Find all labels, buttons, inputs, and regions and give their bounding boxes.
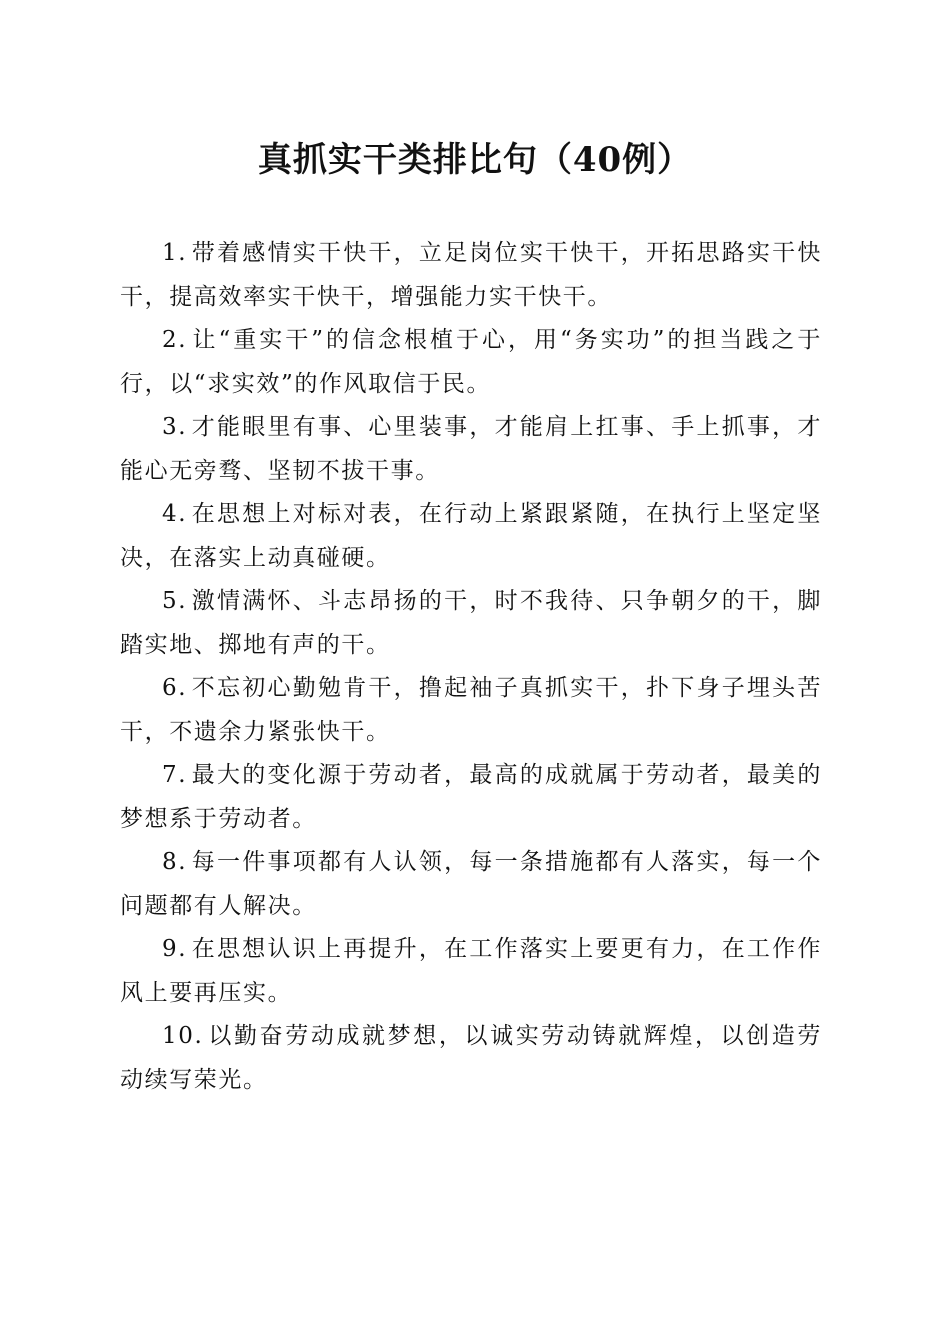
item-text: 带着感情实干快干，立足岗位实干快干，开拓思路实干快干，提高效率实干快干，增强能力实干快干。 xyxy=(120,240,822,310)
item-text: 让“重实干”的信念根植于心，用“务实功”的担当践之于行，以“求实效”的作风取信于民。 xyxy=(120,327,822,397)
item-number: 6. xyxy=(162,675,188,701)
item-number: 5. xyxy=(162,588,188,614)
item-number: 4. xyxy=(162,501,188,527)
item-number: 3. xyxy=(162,414,188,440)
item-text: 以勤奋劳动成就梦想，以诚实劳动铸就辉煌，以创造劳动续写荣光。 xyxy=(120,1023,822,1093)
list-item-1 xyxy=(120,232,822,319)
item-text: 激情满怀、斗志昂扬的干，时不我待、只争朝夕的干，脚踏实地、掷地有声的干。 xyxy=(120,588,822,658)
list-item-9 xyxy=(120,928,822,1015)
list-item-7 xyxy=(120,754,822,841)
item-number: 9. xyxy=(162,936,188,962)
item-number: 8. xyxy=(162,849,188,875)
list-item-4 xyxy=(120,493,822,580)
item-text: 才能眼里有事、心里装事，才能肩上扛事、手上抓事，才能心无旁骛、坚韧不拔干事。 xyxy=(120,414,822,484)
list-item-2 xyxy=(120,319,822,406)
item-number: 1. xyxy=(162,240,188,266)
list-item-10 xyxy=(120,1015,822,1102)
item-number: 10. xyxy=(162,1023,204,1049)
item-text: 每一件事项都有人认领，每一条措施都有人落实，每一个问题都有人解决。 xyxy=(120,849,822,919)
list-item-6 xyxy=(120,667,822,754)
item-number: 7. xyxy=(162,762,188,788)
item-text: 最大的变化源于劳动者，最高的成就属于劳动者，最美的梦想系于劳动者。 xyxy=(120,762,822,832)
item-text: 在思想上对标对表，在行动上紧跟紧随，在执行上坚定坚决，在落实上动真碰硬。 xyxy=(120,501,822,571)
item-number: 2. xyxy=(162,327,188,353)
list-item-8 xyxy=(120,841,822,928)
document-title: 真抓实干类排比句（40例） xyxy=(257,140,693,180)
item-text: 不忘初心勤勉肯干，撸起袖子真抓实干，扑下身子埋头苦干，不遗余力紧张快干。 xyxy=(120,675,822,745)
document-body xyxy=(120,232,822,1102)
list-item-3 xyxy=(120,406,822,493)
list-item-5 xyxy=(120,580,822,667)
item-text: 在思想认识上再提升，在工作落实上要更有力，在工作作风上要再压实。 xyxy=(120,936,822,1006)
